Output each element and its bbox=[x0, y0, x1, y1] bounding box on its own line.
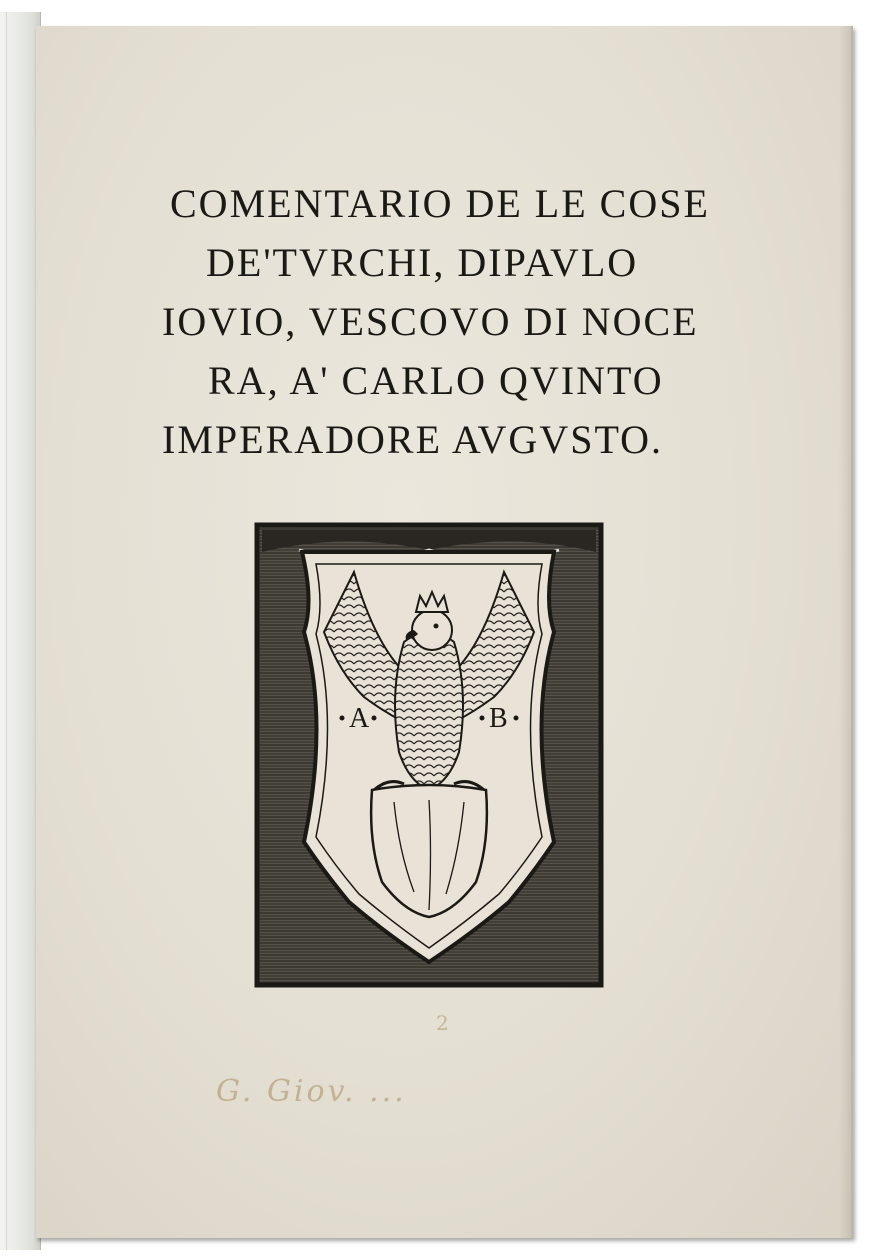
book-title bbox=[156, 174, 716, 469]
title-line-4: RA, A' CARLO QVINTO bbox=[208, 358, 664, 403]
faded-ownership-inscription: G. Giov. ... bbox=[216, 1074, 407, 1109]
initial-a: A bbox=[349, 703, 370, 734]
title-page bbox=[36, 26, 853, 1238]
initial-b: B bbox=[489, 703, 508, 734]
title-line-2: DE'TVRCHI, DIPAVLO bbox=[206, 240, 639, 285]
title-line-1: COMENTARIO DE LE COSE bbox=[170, 181, 710, 226]
title-line-3: IOVIO, VESCOVO DI NOCE bbox=[162, 299, 699, 344]
page-edge-shadow bbox=[839, 26, 851, 1238]
binding-edge bbox=[0, 12, 41, 1250]
title-line-5: IMPERADORE AVGVSTO. bbox=[162, 417, 664, 462]
woodcut-printers-device bbox=[254, 522, 604, 988]
eagle-head-icon bbox=[412, 610, 452, 650]
eagle-body-icon bbox=[395, 632, 463, 790]
faint-pencil-mark: 2 bbox=[436, 1011, 449, 1035]
